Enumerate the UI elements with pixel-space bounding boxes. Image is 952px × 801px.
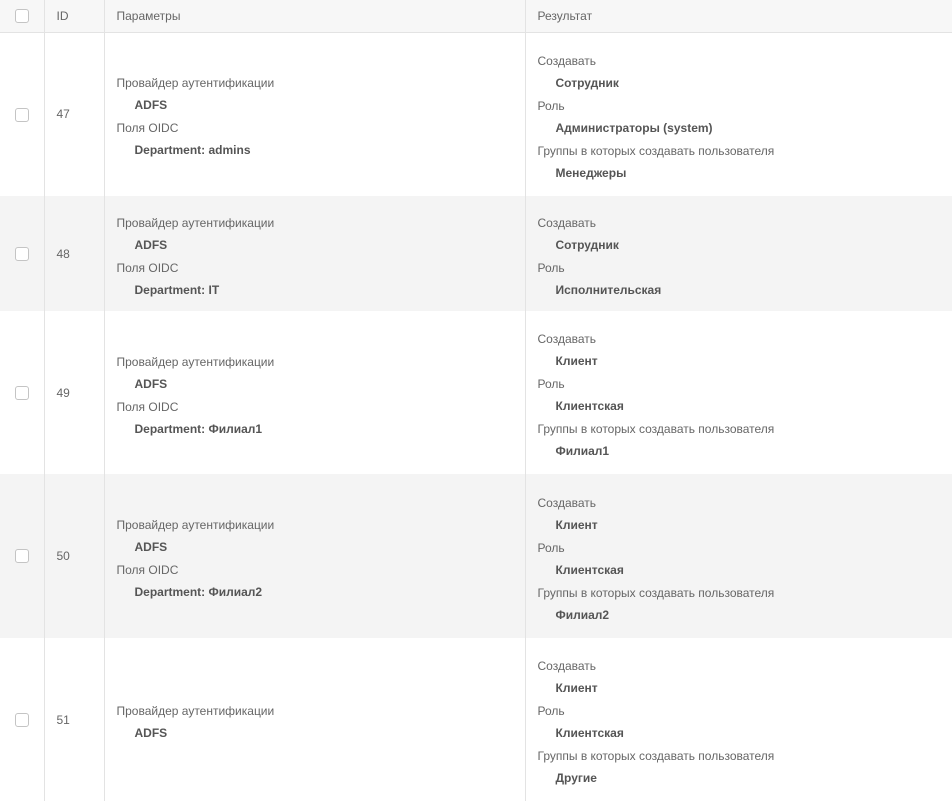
- row-params-cell: [104, 638, 525, 801]
- result-value: Менеджеры: [538, 165, 952, 181]
- params-value: Department: IT: [117, 282, 525, 298]
- select-all-cell: [0, 0, 44, 32]
- result-entry: [538, 98, 952, 136]
- result-value: Администраторы (system): [538, 120, 952, 136]
- result-value: Клиент: [538, 680, 952, 696]
- result-label: Роль: [538, 260, 952, 276]
- result-value: Филиал2: [538, 607, 952, 623]
- params-entry: [117, 517, 525, 555]
- row-select-cell: [0, 311, 44, 474]
- result-label: Группы в которых создавать пользователя: [538, 748, 952, 764]
- result-value: Клиент: [538, 517, 952, 533]
- row-checkbox[interactable]: [15, 386, 29, 400]
- params-label: Провайдер аутентификации: [117, 75, 525, 91]
- row-id: 49: [44, 311, 104, 474]
- params-value: ADFS: [117, 539, 525, 555]
- row-checkbox[interactable]: [15, 549, 29, 563]
- select-all-checkbox[interactable]: [15, 9, 29, 23]
- result-entry: [538, 260, 952, 298]
- column-header-id[interactable]: ID: [44, 0, 104, 32]
- row-result-cell: [525, 32, 952, 196]
- result-label: Создавать: [538, 331, 952, 347]
- params-value: ADFS: [117, 376, 525, 392]
- params-entry: [117, 215, 525, 253]
- result-label: Роль: [538, 703, 952, 719]
- row-id: 50: [44, 474, 104, 638]
- result-value: Клиентская: [538, 398, 952, 414]
- row-select-cell: [0, 32, 44, 196]
- result-entry: [538, 748, 952, 786]
- row-checkbox[interactable]: [15, 247, 29, 261]
- column-header-result[interactable]: Результат: [525, 0, 952, 32]
- params-value: ADFS: [117, 237, 525, 253]
- params-entry: [117, 75, 525, 113]
- params-value: Department: Филиал1: [117, 421, 525, 437]
- result-value: Клиентская: [538, 562, 952, 578]
- row-id: 47: [44, 32, 104, 196]
- result-label: Создавать: [538, 658, 952, 674]
- result-label: Группы в которых создавать пользователя: [538, 421, 952, 437]
- row-select-cell: [0, 474, 44, 638]
- result-entry: [538, 585, 952, 623]
- column-header-params[interactable]: Параметры: [104, 0, 525, 32]
- row-result-cell: [525, 311, 952, 474]
- table-row[interactable]: [0, 311, 952, 474]
- result-label: Создавать: [538, 495, 952, 511]
- result-label: Группы в которых создавать пользователя: [538, 585, 952, 601]
- params-label: Поля OIDC: [117, 562, 525, 578]
- result-value: Клиент: [538, 353, 952, 369]
- result-value: Исполнительская: [538, 282, 952, 298]
- result-entry: [538, 53, 952, 91]
- params-entry: [117, 399, 525, 437]
- row-select-cell: [0, 196, 44, 311]
- row-select-cell: [0, 638, 44, 801]
- row-params-cell: [104, 311, 525, 474]
- row-id: 48: [44, 196, 104, 311]
- row-params-cell: [104, 32, 525, 196]
- row-params-cell: [104, 474, 525, 638]
- params-entry: [117, 260, 525, 298]
- result-entry: [538, 658, 952, 696]
- params-label: Поля OIDC: [117, 120, 525, 136]
- params-label: Провайдер аутентификации: [117, 354, 525, 370]
- table-row[interactable]: [0, 474, 952, 638]
- params-value: ADFS: [117, 97, 525, 113]
- params-label: Провайдер аутентификации: [117, 215, 525, 231]
- result-entry: [538, 540, 952, 578]
- params-value: Department: Филиал2: [117, 584, 525, 600]
- result-value: Клиентская: [538, 725, 952, 741]
- params-label: Поля OIDC: [117, 260, 525, 276]
- row-id: 51: [44, 638, 104, 801]
- result-value: Другие: [538, 770, 952, 786]
- result-label: Роль: [538, 376, 952, 392]
- row-params-cell: [104, 196, 525, 311]
- result-value: Филиал1: [538, 443, 952, 459]
- params-label: Провайдер аутентификации: [117, 703, 525, 719]
- result-entry: [538, 421, 952, 459]
- result-entry: [538, 376, 952, 414]
- params-label: Провайдер аутентификации: [117, 517, 525, 533]
- result-entry: [538, 143, 952, 181]
- result-label: Группы в которых создавать пользователя: [538, 143, 952, 159]
- table-header-row: [0, 0, 952, 32]
- result-entry: [538, 215, 952, 253]
- table-row[interactable]: [0, 196, 952, 311]
- params-value: Department: admins: [117, 142, 525, 158]
- params-entry: [117, 562, 525, 600]
- result-value: Сотрудник: [538, 75, 952, 91]
- result-label: Создавать: [538, 53, 952, 69]
- row-checkbox[interactable]: [15, 108, 29, 122]
- table-row[interactable]: [0, 32, 952, 196]
- params-entry: [117, 703, 525, 741]
- result-value: Сотрудник: [538, 237, 952, 253]
- result-entry: [538, 331, 952, 369]
- params-label: Поля OIDC: [117, 399, 525, 415]
- result-label: Роль: [538, 540, 952, 556]
- result-entry: [538, 495, 952, 533]
- params-value: ADFS: [117, 725, 525, 741]
- row-result-cell: [525, 474, 952, 638]
- row-checkbox[interactable]: [15, 713, 29, 727]
- result-entry: [538, 703, 952, 741]
- row-result-cell: [525, 196, 952, 311]
- row-result-cell: [525, 638, 952, 801]
- table-row[interactable]: [0, 638, 952, 801]
- params-entry: [117, 120, 525, 158]
- params-entry: [117, 354, 525, 392]
- result-label: Роль: [538, 98, 952, 114]
- result-label: Создавать: [538, 215, 952, 231]
